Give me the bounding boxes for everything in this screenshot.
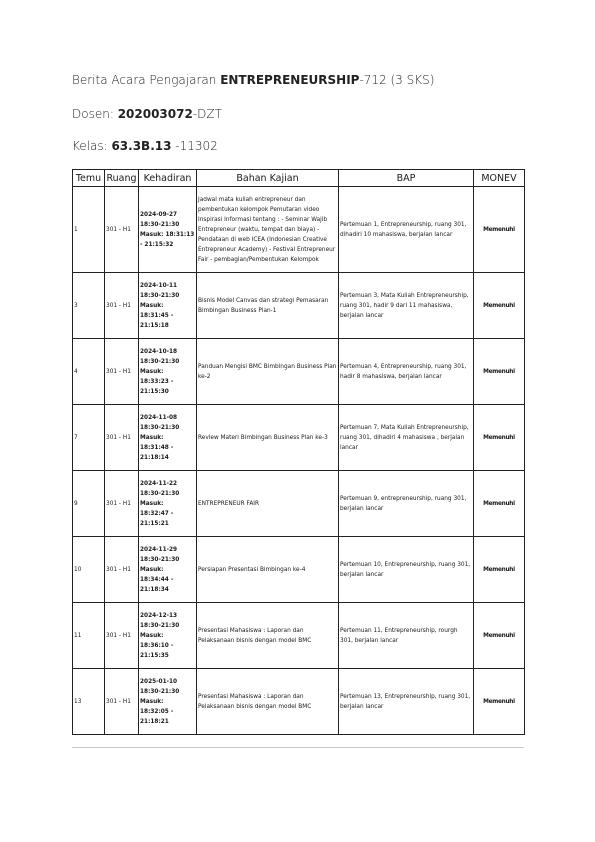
table-row — [73, 603, 525, 669]
table-header — [73, 170, 525, 187]
cell-bahan-kajian: Persiapan Presentasi Bimbingan ke-4 — [197, 537, 339, 603]
cell-bap: Pertemuan 1, Entrepreneurship, ruang 301, dihadiri 10 mahasiswa, berjalan lancar — [339, 187, 474, 273]
title-prefix: Berita Acara Pengajaran — [72, 73, 221, 87]
cell-bahan-kajian: ENTREPRENEUR FAIR — [197, 471, 339, 537]
class-label: Kelas: — [72, 139, 112, 153]
course-name: ENTREPRENEURSHIP — [220, 73, 360, 87]
cell-temu: 7 — [73, 405, 105, 471]
course-code: -712 (3 SKS) — [359, 73, 435, 87]
cell-kehadiran: 2024-10-18 18:30-21:30 Masuk: 18:33:23 - 21:15:30 — [139, 339, 197, 405]
class-code: 63.3B.13 — [111, 139, 172, 153]
table-row — [73, 537, 525, 603]
cell-bahan-kajian: Presentasi Mahasiswa : Laporan dan Pelaksanaan bisnis dengan model BMC — [197, 603, 339, 669]
table-body — [73, 187, 525, 735]
cell-bap: Pertemuan 9, entrepreneurship, ruang 301, berjalan lancar — [339, 471, 474, 537]
cell-ruang: 301 - H1 — [105, 273, 139, 339]
cell-monev: Memenuhi — [474, 471, 525, 537]
cell-bap: Pertemuan 10, Entrepreneurship, ruang 301, berjalan lancar — [339, 537, 474, 603]
cell-kehadiran: 2024-11-08 18:30-21:30 Masuk: 18:31:48 - 21:18:14 — [139, 405, 197, 471]
cell-bahan-kajian: Bisnis Model Canvas dan strategi Pemasaran Bimbingan Business Plan-1 — [197, 273, 339, 339]
cell-bahan-kajian: Presentasi Mahasiswa : Laporan dan Pelaksanaan bisnis dengan model BMC — [197, 669, 339, 735]
cell-monev: Memenuhi — [474, 187, 525, 273]
cell-bap: Pertemuan 7, Mata Kuliah Entrepreneurship, ruang 301, dihadiri 4 mahasiswa , berjalan lancar — [339, 405, 474, 471]
cell-bap: Pertemuan 11, Entrepreneurship, rourgh 301, berjalan lancar — [339, 603, 474, 669]
cell-bap: Pertemuan 4, Entrepreneurship, ruang 301, hadir 8 mahasiswa, berjalan lancar — [339, 339, 474, 405]
cell-ruang: 301 - H1 — [105, 187, 139, 273]
cell-bahan-kajian: Panduan Mengisi BMC Bimbingan Business Plan ke-2 — [197, 339, 339, 405]
lecturer-line — [72, 107, 222, 121]
col-header-bahan-kajian: Bahan Kajian — [197, 170, 339, 187]
cell-monev: Memenuhi — [474, 669, 525, 735]
table-header-row — [73, 170, 525, 187]
class-number: -11302 — [171, 139, 218, 153]
cell-bap: Pertemuan 13, Entrepreneurship, ruang 301, berjalan lancar — [339, 669, 474, 735]
attendance-table — [72, 169, 525, 735]
cell-bahan-kajian: Review Materi Bimbingan Business Plan ke-3 — [197, 405, 339, 471]
lecturer-id: 202003072 — [117, 107, 193, 121]
cell-kehadiran: 2024-09-27 18:30-21:30 Masuk: 18:31:13 - 21:15:32 — [139, 187, 197, 273]
cell-temu: 4 — [73, 339, 105, 405]
cell-kehadiran: 2024-11-29 18:30-21:30 Masuk: 18:34:44 - 21:18:34 — [139, 537, 197, 603]
cell-temu: 11 — [73, 603, 105, 669]
cell-temu: 13 — [73, 669, 105, 735]
cell-temu: 10 — [73, 537, 105, 603]
cell-ruang: 301 - H1 — [105, 603, 139, 669]
cell-temu: 1 — [73, 187, 105, 273]
col-header-monev: MONEV — [474, 170, 525, 187]
table-row — [73, 669, 525, 735]
cell-temu: 9 — [73, 471, 105, 537]
table-row — [73, 273, 525, 339]
cell-ruang: 301 - H1 — [105, 339, 139, 405]
cell-monev: Memenuhi — [474, 603, 525, 669]
cell-kehadiran: 2024-10-11 18:30-21:30 Masuk: 18:31:45 - 21:15:18 — [139, 273, 197, 339]
cell-monev: Memenuhi — [474, 339, 525, 405]
class-line — [72, 139, 218, 153]
col-header-kehadiran: Kehadiran — [139, 170, 197, 187]
table-row — [73, 471, 525, 537]
cell-ruang: 301 - H1 — [105, 471, 139, 537]
table-row — [73, 187, 525, 273]
cell-ruang: 301 - H1 — [105, 405, 139, 471]
footer-divider — [72, 747, 524, 748]
col-header-bap: BAP — [339, 170, 474, 187]
cell-bahan-kajian: Jadwal mata kuliah entrepreneur dan pembentukan kelompok Pemutaran video Inspirasi Informasi tentang : - Seminar Wajib Entrepreneur (waktu, tempat dan biaya) - Pendataan di web ICEA (Indonesian Creative Entrepreneur Academy) - Festival Entrepreneur Fair - pembagian/Pembentukan Kelompok — [197, 187, 339, 273]
table-row — [73, 405, 525, 471]
cell-kehadiran: 2024-12-13 18:30-21:30 Masuk: 18:36:10 - 21:15:35 — [139, 603, 197, 669]
cell-kehadiran: 2025-01-10 18:30-21:30 Masuk: 18:32:05 - 21:18:21 — [139, 669, 197, 735]
cell-monev: Memenuhi — [474, 273, 525, 339]
table-row — [73, 339, 525, 405]
cell-kehadiran: 2024-11-22 18:30-21:30 Masuk: 18:32:47 - 21:15:21 — [139, 471, 197, 537]
col-header-ruang: Ruang — [105, 170, 139, 187]
cell-ruang: 301 - H1 — [105, 537, 139, 603]
cell-bap: Pertemuan 3, Mata Kuliah Entrepreneurship, ruang 301, hadir 9 dari 11 mahasiswa, berjalan lancar — [339, 273, 474, 339]
lecturer-label: Dosen: — [72, 107, 118, 121]
cell-ruang: 301 - H1 — [105, 669, 139, 735]
document-title — [72, 73, 434, 87]
lecturer-code: -DZT — [192, 107, 222, 121]
cell-monev: Memenuhi — [474, 405, 525, 471]
cell-monev: Memenuhi — [474, 537, 525, 603]
cell-temu: 3 — [73, 273, 105, 339]
col-header-temu: Temu — [73, 170, 105, 187]
